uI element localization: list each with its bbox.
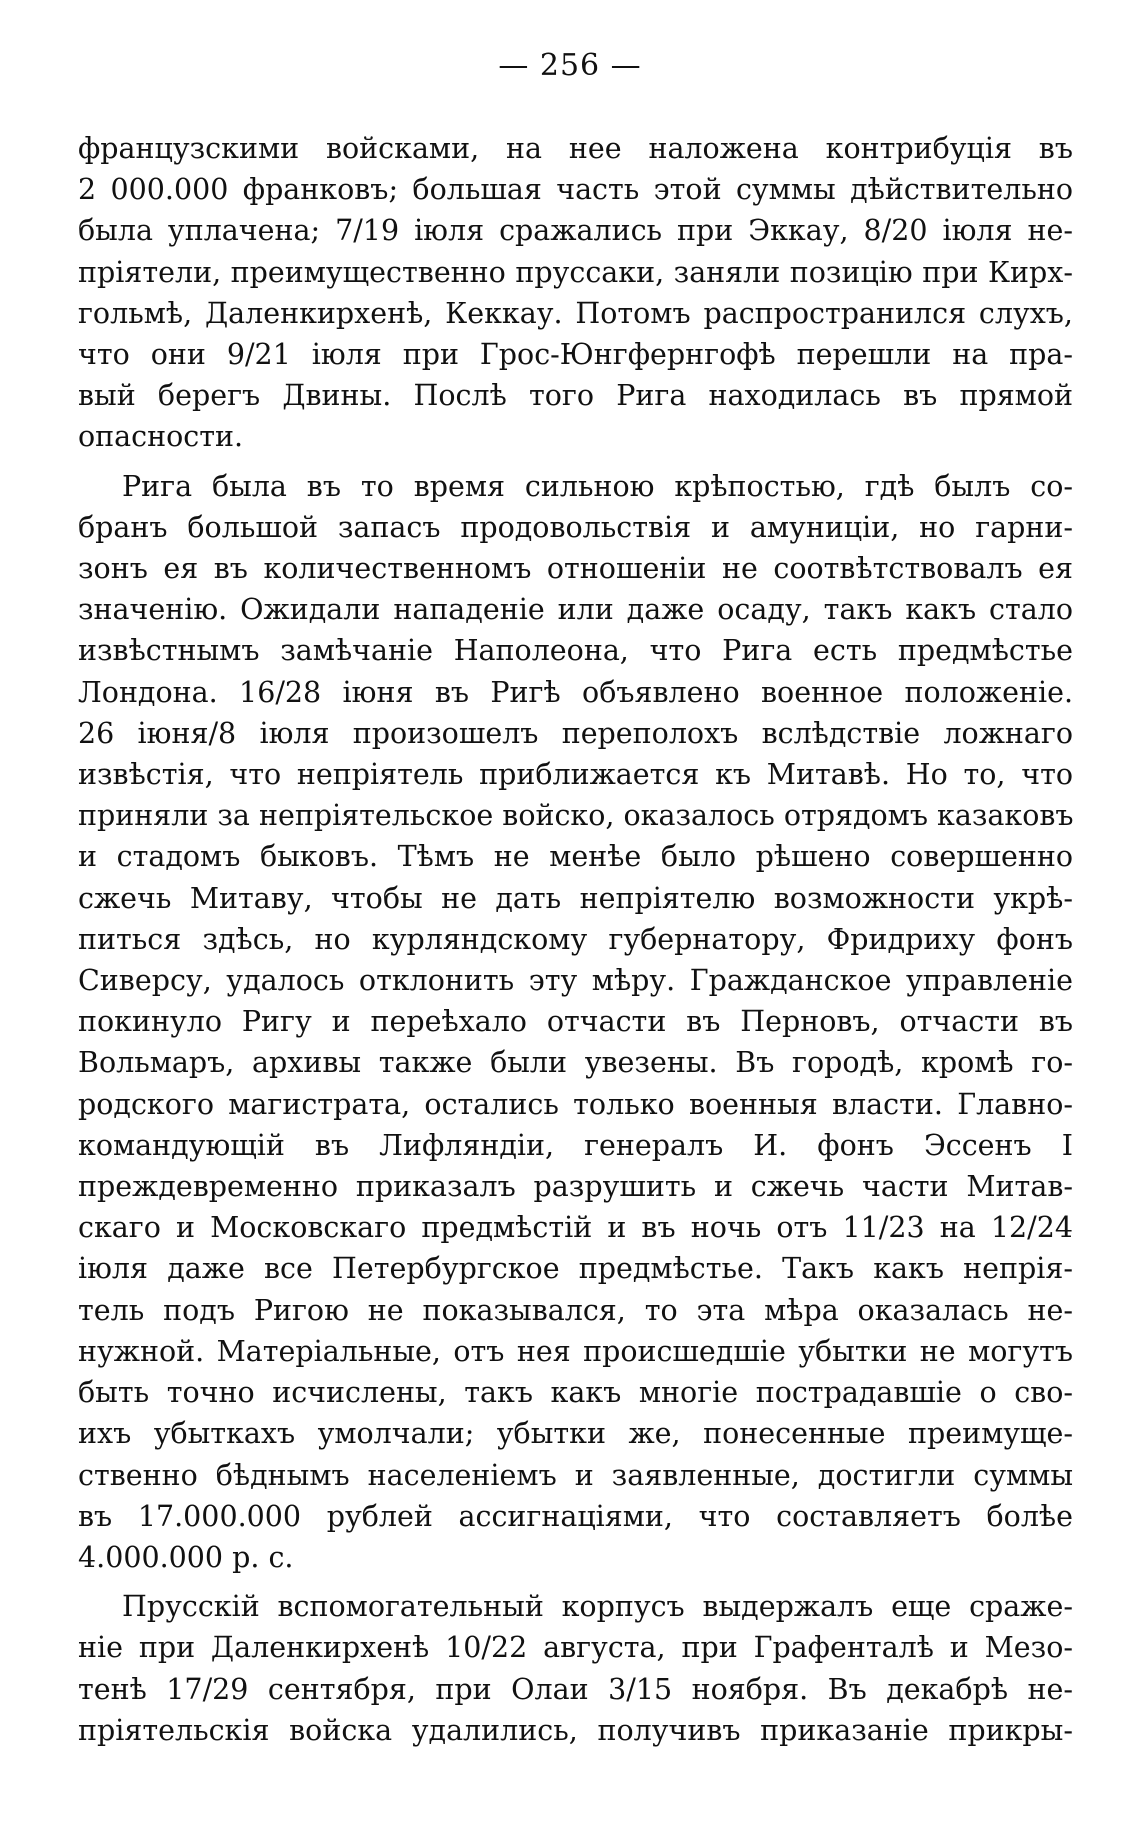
paragraph-1	[78, 128, 1073, 458]
text-line: преждевременно приказалъ разрушить и сжечь части Митав-	[78, 1170, 1073, 1204]
text-line: пріятели, преимущественно пруссаки, заняли позицію при Кирх-	[78, 255, 1073, 289]
text-line: скаго и Московскаго предмѣстій и въ ночь отъ 11/23 на 12/24	[78, 1211, 1073, 1245]
text-line: приняли за непріятельское войско, оказалось отрядомъ казаковъ	[78, 799, 1074, 833]
text-line: 2 000.000 франковъ; большая часть этой суммы дѣйствительно	[78, 173, 1073, 207]
text-line: быть точно исчислены, такъ какъ многіе пострадавшіе о сво-	[78, 1376, 1073, 1410]
text-line: и стадомъ быковъ. Тѣмъ не менѣе было рѣшено совершенно	[78, 840, 1073, 874]
text-line: покинуло Ригу и переѣхало отчасти въ Перновъ, отчасти въ	[78, 1005, 1073, 1039]
text-line: въ 17.000.000 рублей ассигнаціями, что составляетъ болѣе	[78, 1499, 1073, 1533]
text-line: извѣстнымъ замѣчаніе Наполеона, что Рига есть предмѣстье	[78, 634, 1073, 668]
text-line: іюля даже все Петербургское предмѣстье. Такъ какъ непрія-	[78, 1252, 1073, 1286]
text-line: Рига была въ то время сильною крѣпостью, гдѣ былъ со-	[122, 469, 1073, 503]
text-line: сжечь Митаву, чтобы не дать непріятелю возможности укрѣ-	[78, 881, 1073, 915]
text-line: тель подъ Ригою не показывался, то эта мѣра оказалась не-	[78, 1293, 1073, 1327]
text-line: ственно бѣднымъ населеніемъ и заявленные, достигли суммы	[78, 1458, 1073, 1492]
text-line: Прусскій вспомогательный корпусъ выдержалъ еще сраже-	[122, 1590, 1073, 1624]
text-line: опасности.	[78, 420, 244, 454]
paragraph-spacing	[78, 458, 1073, 466]
text-line: Лондона. 16/28 іюня въ Ригѣ объявлено военное положеніе.	[78, 675, 1073, 709]
text-line: что они 9/21 іюля при Грос-Юнгфернгофѣ перешли на пра-	[78, 338, 1073, 372]
text-line: значенію. Ожидали нападеніе или даже осаду, такъ какъ стало	[78, 593, 1073, 627]
page-body	[78, 128, 1073, 1751]
text-line: Вольмаръ, архивы также были увезены. Въ городѣ, кромѣ го-	[78, 1046, 1073, 1080]
text-line: пріятельскія войска удалились, получивъ приказаніе прикры-	[78, 1713, 1073, 1747]
text-line: французскими войсками, на нее наложена контрибуція въ	[78, 132, 1073, 165]
text-line: нужной. Матеріальные, отъ нея происшедшіе убытки не могутъ	[78, 1334, 1073, 1368]
text-line: извѣстія, что непріятель приближается къ Митавѣ. Но то, что	[78, 758, 1073, 792]
text-line: ихъ убыткахъ умолчали; убытки же, понесенные преимуще-	[78, 1417, 1073, 1451]
text-line: командующій въ Лифляндіи, генералъ И. фонъ Эссенъ I	[78, 1128, 1073, 1162]
page-number: — 256 —	[498, 48, 642, 83]
paragraph-spacing	[78, 1578, 1073, 1586]
text-line: 4.000.000 р. с.	[78, 1540, 294, 1574]
text-line: вый берегъ Двины. Послѣ того Рига находилась въ прямой	[78, 379, 1073, 413]
text-line: родского магистрата, остались только военныя власти. Главно-	[78, 1087, 1073, 1121]
text-line: была уплачена; 7/19 іюля сражались при Эккау, 8/20 іюля не-	[78, 214, 1073, 248]
text-line: зонъ ея въ количественномъ отношеніи не соотвѣтствовалъ ея	[78, 552, 1073, 586]
text-line: 26 іюня/8 іюля произошелъ переполохъ вслѣдствіе ложнаго	[78, 716, 1073, 750]
text-line: ніе при Даленкирхенѣ 10/22 августа, при Графенталѣ и Мезо-	[78, 1631, 1073, 1665]
text-line: Сиверсу, удалось отклонить эту мѣру. Гражданское управленіе	[78, 964, 1073, 998]
paragraph-2	[78, 466, 1073, 1578]
paragraph-3	[78, 1586, 1073, 1751]
text-line: тенѣ 17/29 сентября, при Олаи 3/15 ноября. Въ декабрѣ не-	[78, 1672, 1073, 1706]
text-line: питься здѣсь, но курляндскому губернатору, Фридриху фонъ	[78, 922, 1073, 956]
text-line: бранъ большой запасъ продовольствія и амуниціи, но гарни-	[78, 510, 1073, 544]
text-line: гольмѣ, Даленкирхенѣ, Кеккау. Потомъ распространился слухъ,	[78, 296, 1073, 330]
